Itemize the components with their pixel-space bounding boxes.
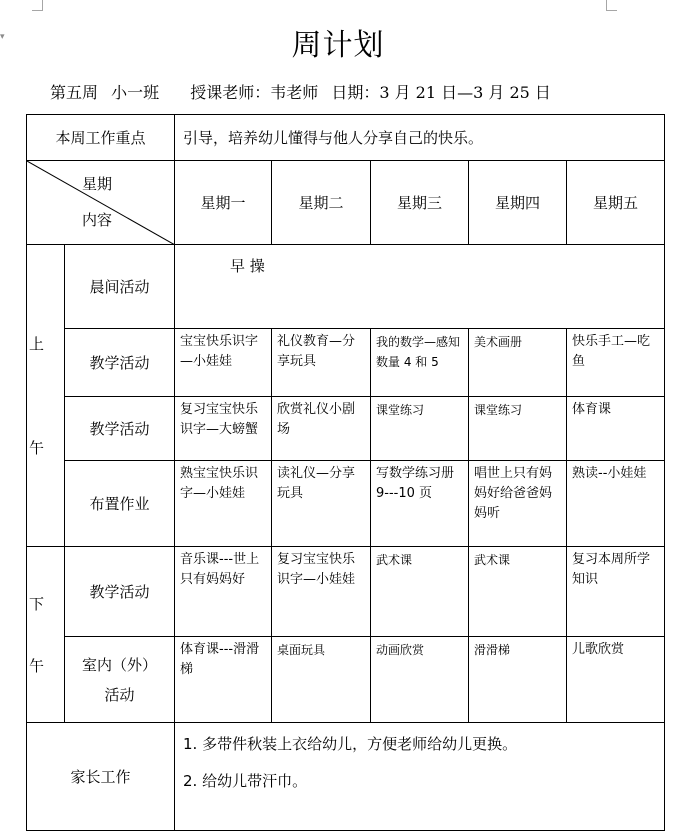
table-cell: 体育课 <box>567 397 665 461</box>
parent-item: 2. 给幼儿带汗巾。 <box>183 772 308 790</box>
day-thursday: 星期四 <box>469 161 567 245</box>
info-line <box>50 80 559 103</box>
table-cell: 儿歌欣赏 <box>567 637 665 723</box>
morning-activity: 早 操 <box>175 245 665 329</box>
table-cell: 武术课 <box>371 547 469 637</box>
table-cell: 复习本周所学知识 <box>567 547 665 637</box>
header-content-label: 内容 <box>82 211 113 229</box>
corner-mark-right <box>606 0 617 11</box>
period-char: 午 <box>29 656 45 675</box>
row-label: 教学活动 <box>65 397 175 461</box>
page-title: 周计划 <box>291 28 385 63</box>
day-wednesday: 星期三 <box>371 161 469 245</box>
table-cell: 写数学练习册 9---10 页 <box>371 461 469 547</box>
table-cell: 课堂练习 <box>371 397 469 461</box>
row-label-line: 室内（外） <box>82 655 158 674</box>
parent-work-content <box>175 723 665 831</box>
table-cell: 滑滑梯 <box>469 637 567 723</box>
header-diagonal-cell <box>27 161 175 245</box>
corner-mark-left <box>32 0 43 11</box>
morning-period-label <box>27 245 65 547</box>
table-cell: 读礼仪—分享玩具 <box>272 461 371 547</box>
table-cell: 快乐手工—吃鱼 <box>567 329 665 397</box>
afternoon-period-label <box>27 547 65 723</box>
focus-text: 引导，培养幼儿懂得与他人分享自己的快乐。 <box>175 115 665 161</box>
day-monday: 星期一 <box>175 161 272 245</box>
row-label-indoor-outdoor <box>65 637 175 723</box>
table-cell: 欣赏礼仪小剧场 <box>272 397 371 461</box>
period-char: 下 <box>29 594 45 613</box>
table-cell: 桌面玩具 <box>272 637 371 723</box>
table-cell: 复习宝宝快乐识字—小娃娃 <box>272 547 371 637</box>
period-char: 上 <box>29 334 45 353</box>
parent-work-label: 家长工作 <box>27 723 175 831</box>
table-cell: 礼仪教育—分享玩具 <box>272 329 371 397</box>
table-cell: 美术画册 <box>469 329 567 397</box>
table-cell: 我的数学—感知数量 4 和 5 <box>371 329 469 397</box>
margin-marker: ▾ <box>0 32 5 42</box>
row-label: 教学活动 <box>65 547 175 637</box>
table-cell: 动画欣赏 <box>371 637 469 723</box>
table-cell: 课堂练习 <box>469 397 567 461</box>
table-cell: 复习宝宝快乐识字—大螃蟹 <box>175 397 272 461</box>
date-text: 日期：3 月 21 日—3 月 25 日 <box>331 83 551 102</box>
week-text: 第五周 <box>50 83 99 102</box>
table-cell: 体育课---滑滑梯 <box>175 637 272 723</box>
row-label: 教学活动 <box>65 329 175 397</box>
row-label-line: 活动 <box>104 685 135 704</box>
row-label-morning: 晨间活动 <box>65 245 175 329</box>
header-weekday-label: 星期 <box>82 175 113 193</box>
table-cell: 熟读--小娃娃 <box>567 461 665 547</box>
class-text: 小一班 <box>111 83 160 102</box>
plan-table <box>26 114 665 831</box>
row-label: 布置作业 <box>65 461 175 547</box>
table-cell: 唱世上只有妈妈好给爸爸妈妈听 <box>469 461 567 547</box>
parent-item: 1. 多带件秋装上衣给幼儿，方便老师给幼儿更换。 <box>183 735 518 753</box>
table-cell: 熟宝宝快乐识字—小娃娃 <box>175 461 272 547</box>
period-char: 午 <box>29 438 45 457</box>
day-tuesday: 星期二 <box>272 161 371 245</box>
teacher-text: 授课老师：韦老师 <box>190 83 319 102</box>
table-cell: 音乐课---世上只有妈妈好 <box>175 547 272 637</box>
focus-label: 本周工作重点 <box>27 115 175 161</box>
day-friday: 星期五 <box>567 161 665 245</box>
table-cell: 宝宝快乐识字—小娃娃 <box>175 329 272 397</box>
table-cell: 武术课 <box>469 547 567 637</box>
